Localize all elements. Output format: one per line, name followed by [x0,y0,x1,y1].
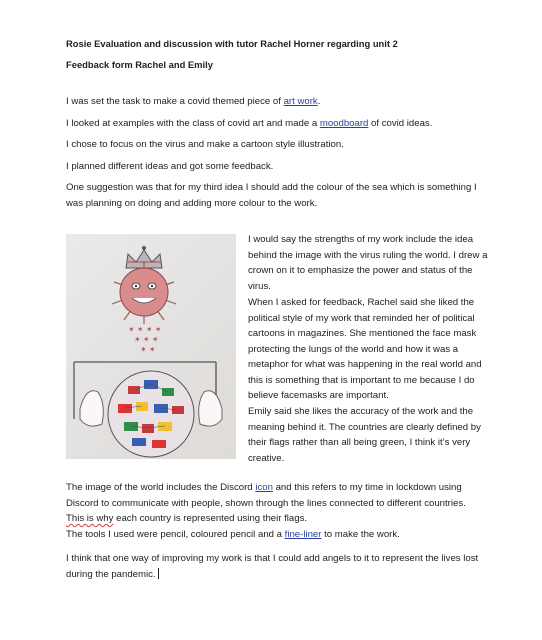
rachel-feedback-paragraph: When I asked for feedback, Rachel said she liked the political style of my work that reminded her of political cartoons in magazines. She mentioned the face mask protecting the lungs of the world and how it was a metaphor for what was happening in the real world and this is something that is important to me because I do believe facemasks are important. [248,297,482,401]
intro-paragraph-1: I was set the task to make a covid themed piece of art work. [66,96,321,107]
left-lung [80,391,103,426]
virus-body [120,268,168,316]
fine-liner-link[interactable]: fine-liner [284,529,322,540]
closing-paragraph-3[interactable]: I think that one way of improving my work is that I could add angels to it to represent the lives lost during the pandemic. [66,553,479,580]
intro-paragraph-3: I chose to focus on the virus and make a cartoon style illustration. [66,139,344,150]
intro-paragraph-4: I planned different ideas and got some feedback. [66,161,274,172]
svg-text:✶ ✶ ✶ ✶: ✶ ✶ ✶ ✶ [128,325,162,334]
world-globe [108,371,194,457]
intro-paragraph-2: I looked at examples with the class of covid art and made a moodboard of covid ideas. [66,118,433,129]
right-lung [199,391,222,426]
text-cursor [158,568,159,579]
art-work-link[interactable]: art work [283,96,318,107]
spellcheck-underlined-text: This is why [66,513,114,524]
closing-paragraph-1: The image of the world includes the Discord icon and this refers to my time in lockdown using Discord to communicate with people, shown through the lines connected to different countries. This is why each country is represented using their flags. [66,482,466,524]
artwork-photo [66,234,236,459]
strengths-paragraph: I would say the strengths of my work include the idea behind the image with the virus ruling the world. I drew a crown on it to emphasize the power and status of the virus. [248,234,488,292]
closing-paragraph-2: The tools I used were pencil, coloured pencil and a fine-liner to make the work. [66,529,400,540]
moodboard-link[interactable]: moodboard [319,118,369,129]
svg-text:✶ ✶ ✶: ✶ ✶ ✶ [134,335,159,344]
document-title: Rosie Evaluation and discussion with tutor Rachel Horner regarding unit 2 [66,38,398,49]
emily-feedback-paragraph: Emily said she likes the accuracy of the work and the meaning behind it. The countries are clearly defined by their flags rather than all being green, I think it’s very creative. [248,406,481,464]
virus-world-illustration [66,234,236,459]
intro-paragraph-5: One suggestion was that for my third idea I should add the colour of the sea which is something I was planning on doing and adding more colour to the work. [66,182,477,209]
document-subtitle: Feedback form Rachel and Emily [66,59,213,70]
icon-link[interactable]: icon [255,482,273,493]
star-icons [128,325,161,354]
svg-text:✶ ✶: ✶ ✶ [140,345,156,354]
